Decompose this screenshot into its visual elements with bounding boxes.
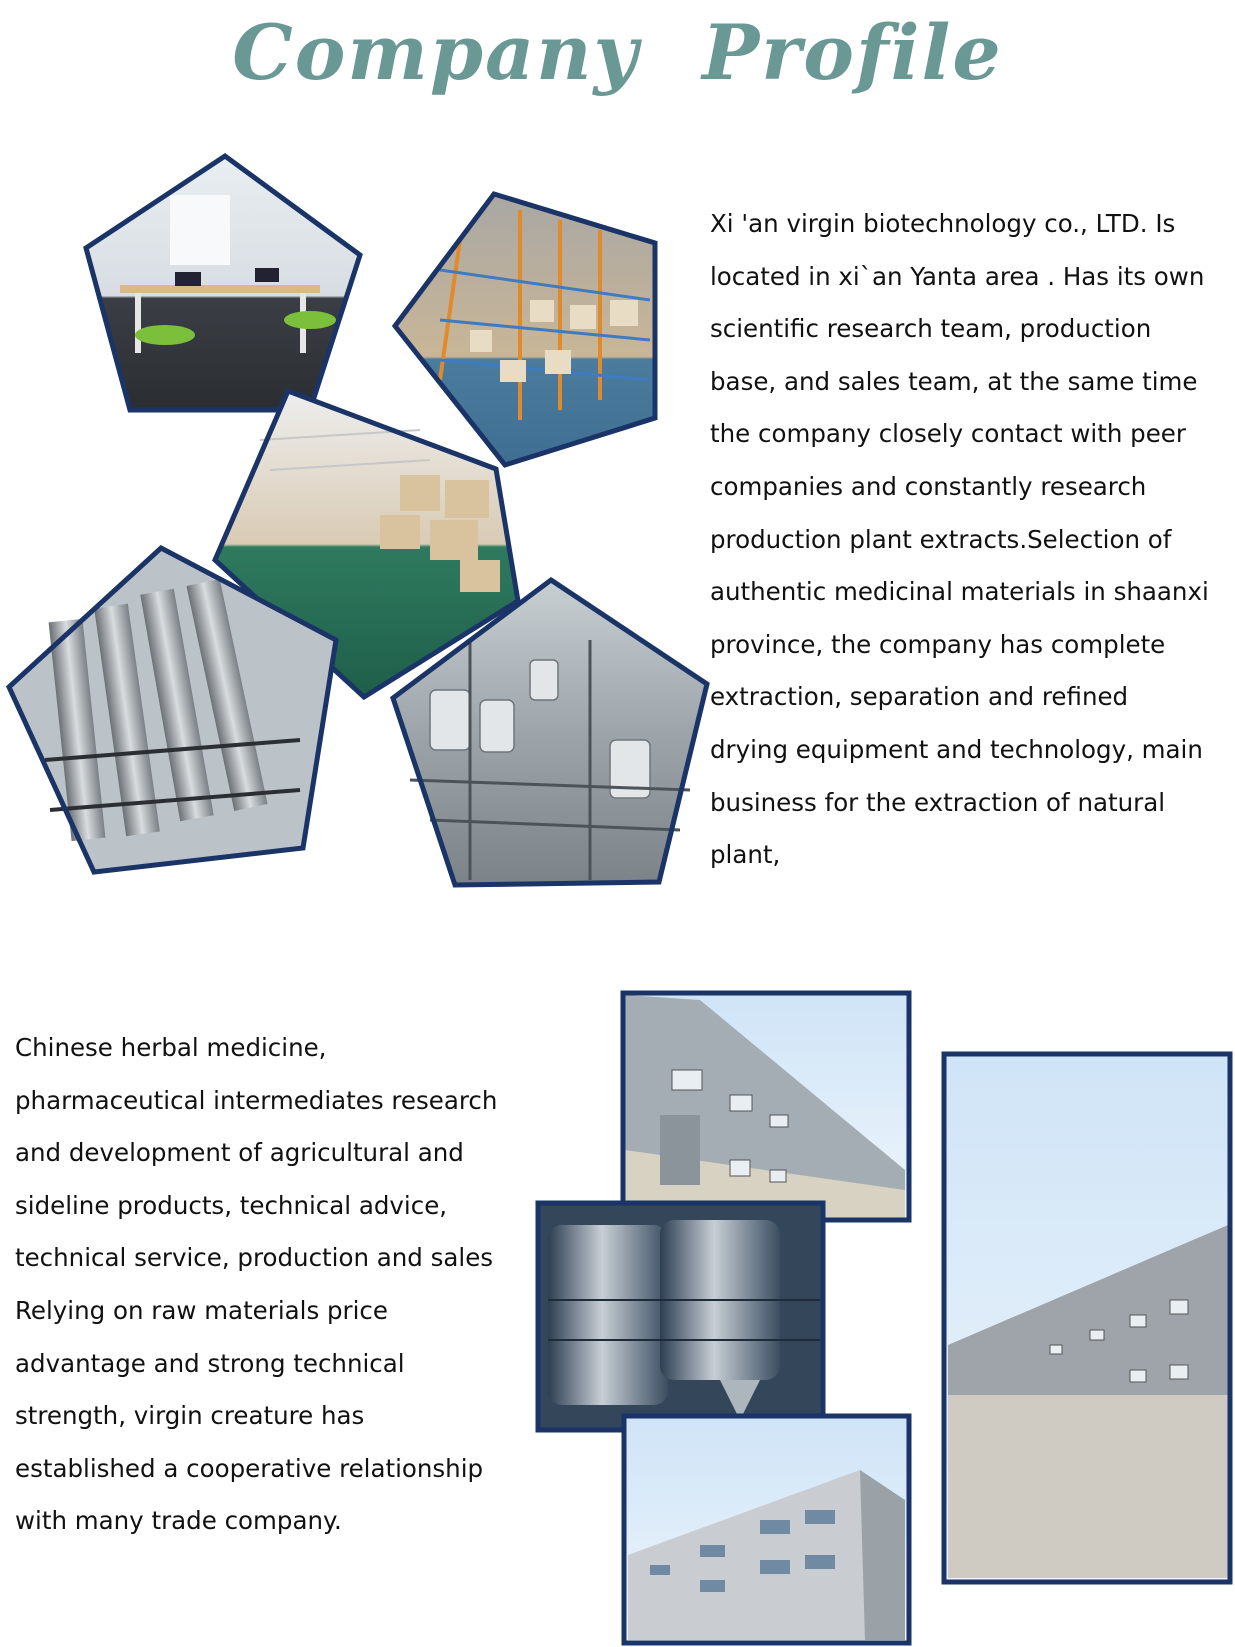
continued-line: Chinese herbal medicine, [15, 1033, 327, 1062]
intro-line: production plant extracts.Selection of [710, 524, 1172, 554]
continued-line: and development of agricultural and [15, 1138, 464, 1168]
continued-line: sideline products, technical advice, [15, 1190, 448, 1220]
continued-line: technical service, production and sales [15, 1243, 494, 1273]
continued-line: strength, virgin creature has [15, 1401, 365, 1431]
intro-line: province, the company has complete [710, 629, 1166, 659]
intro-line: companies and constantly research [710, 471, 1147, 501]
intro-line: business for the extraction of natural [710, 787, 1166, 817]
page-title: Company Profile [232, 8, 1003, 97]
intro-line: base, and sales team, at the same time [710, 366, 1198, 396]
warehouse-photo [395, 194, 655, 465]
continued-line: with many trade company. [15, 1506, 342, 1536]
office-photo [86, 156, 360, 410]
continued-line: Relying on raw materials price [15, 1295, 388, 1325]
intro-line: plant, [710, 840, 781, 870]
continued-line: advantage and strong technical [15, 1348, 405, 1378]
intro-line: scientific research team, production [710, 314, 1152, 344]
continued-line: pharmaceutical intermediates research [15, 1085, 498, 1115]
intro-line: drying equipment and technology, main [710, 734, 1203, 764]
intro-line: located in xi`an Yanta area . Has its own [710, 261, 1205, 291]
continued-line: established a cooperative relationship [15, 1453, 484, 1483]
continued-paragraph [15, 1022, 555, 1548]
intro-paragraph [710, 198, 1230, 882]
tanks-photo [538, 1203, 823, 1430]
intro-line: authentic medicinal materials in shaanxi [710, 577, 1209, 607]
intro-line: the company closely contact with peer [710, 419, 1186, 449]
intro-line: Xi 'an virgin biotechnology co., LTD. Is [710, 209, 1176, 238]
factory-photo-3 [944, 1054, 1230, 1582]
factory-photo-1 [623, 993, 909, 1220]
factory-photo-2 [624, 1416, 909, 1643]
intro-line: extraction, separation and refined [710, 682, 1129, 712]
